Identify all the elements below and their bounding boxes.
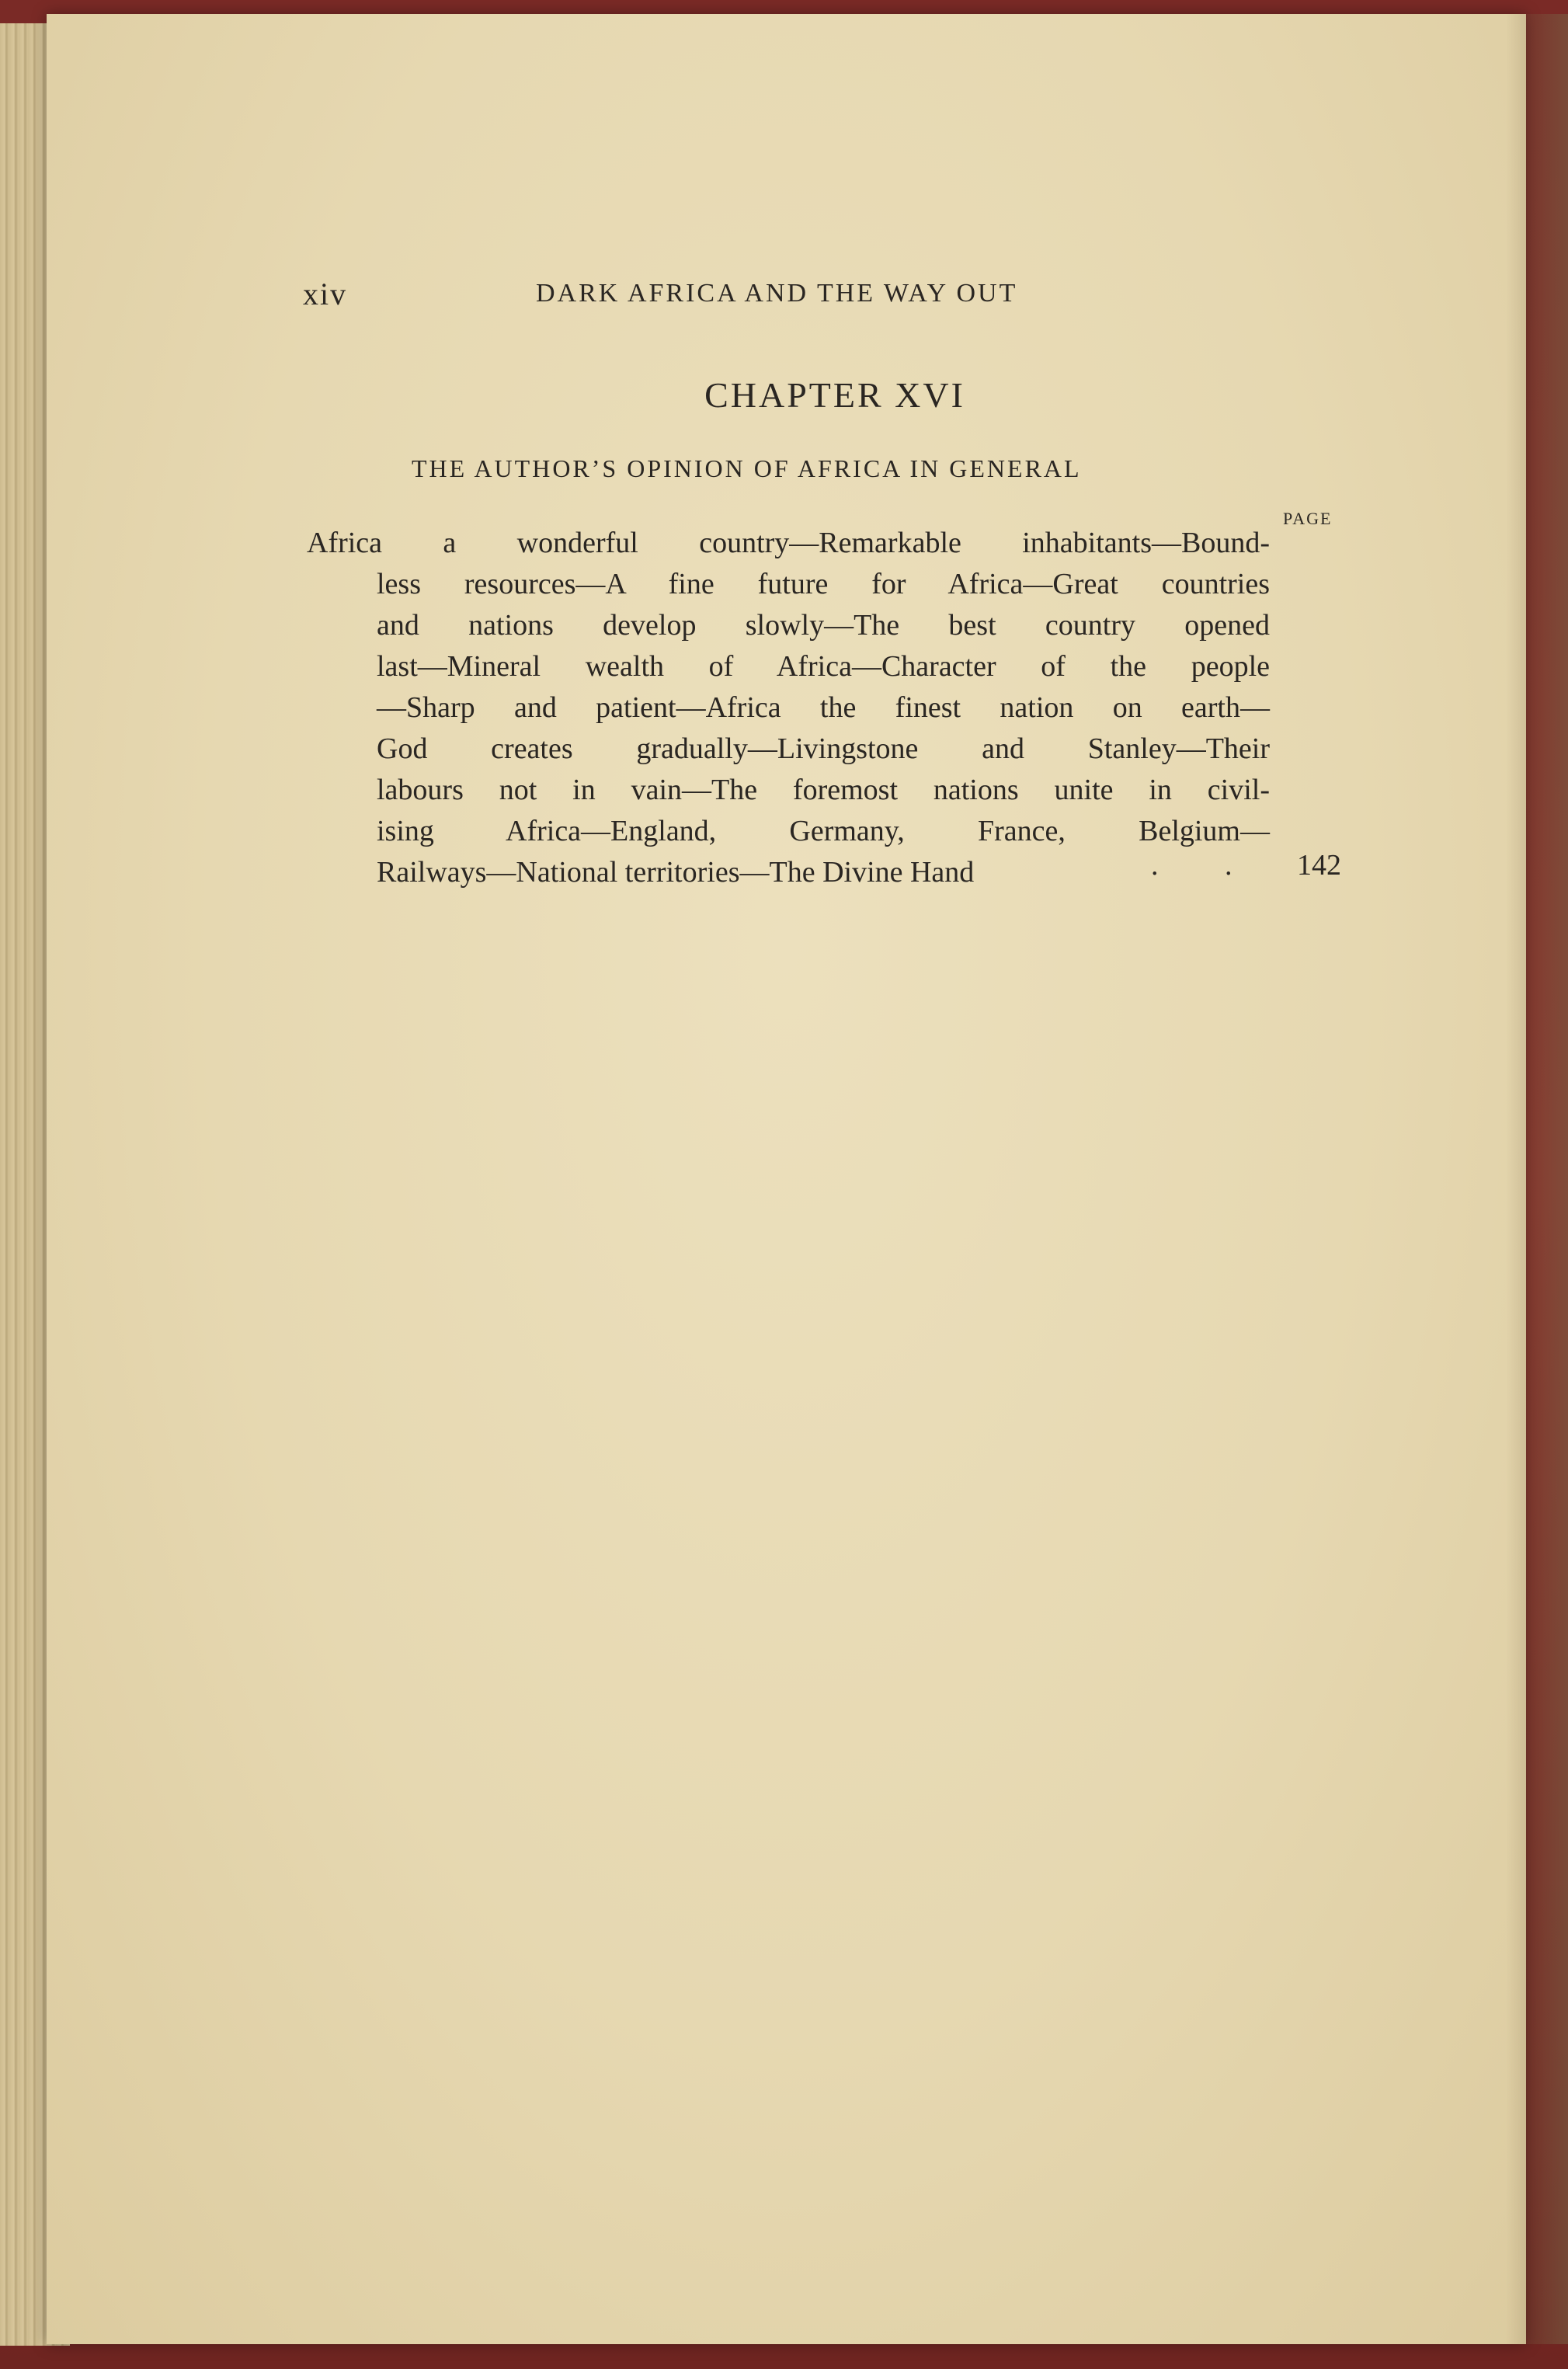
page-column-label: PAGE (1283, 509, 1333, 528)
summary-line: Africa a wonderful country—Remarkable inhabitants—Bound- (307, 527, 1270, 559)
summary-line: ising Africa—England, Germany, France, Belgium— (377, 815, 1270, 847)
summary-line: labours not in vain—The foremost nations unite in civil- (377, 774, 1270, 806)
summary-line: God creates gradually—Livingstone and Stanley—Their (377, 732, 1270, 765)
chapter-heading: CHAPTER XVI (704, 375, 965, 415)
page-reference: 142 (1297, 849, 1341, 882)
summary-line: less resources—A fine future for Africa—Great countries (377, 568, 1270, 600)
page-number: xiv (303, 277, 348, 311)
running-head (0, 276, 1568, 315)
running-title: DARK AFRICA AND THE WAY OUT (536, 279, 1018, 308)
summary-line: Railways—National territories—The Divine Hand (377, 856, 975, 889)
book-page (47, 14, 1526, 2344)
chapter-title: THE AUTHOR’S OPINION OF AFRICA IN GENERAL (412, 454, 1082, 482)
chapter-summary (307, 523, 1270, 893)
page-gutter (1506, 14, 1568, 2344)
summary-line: —Sharp and patient—Africa the finest nation on earth— (377, 691, 1270, 724)
summary-line: last—Mineral wealth of Africa—Character of the people (377, 650, 1270, 683)
summary-line: and nations develop slowly—The best country opened (377, 609, 1270, 642)
dot-leader: . . (1151, 849, 1262, 882)
